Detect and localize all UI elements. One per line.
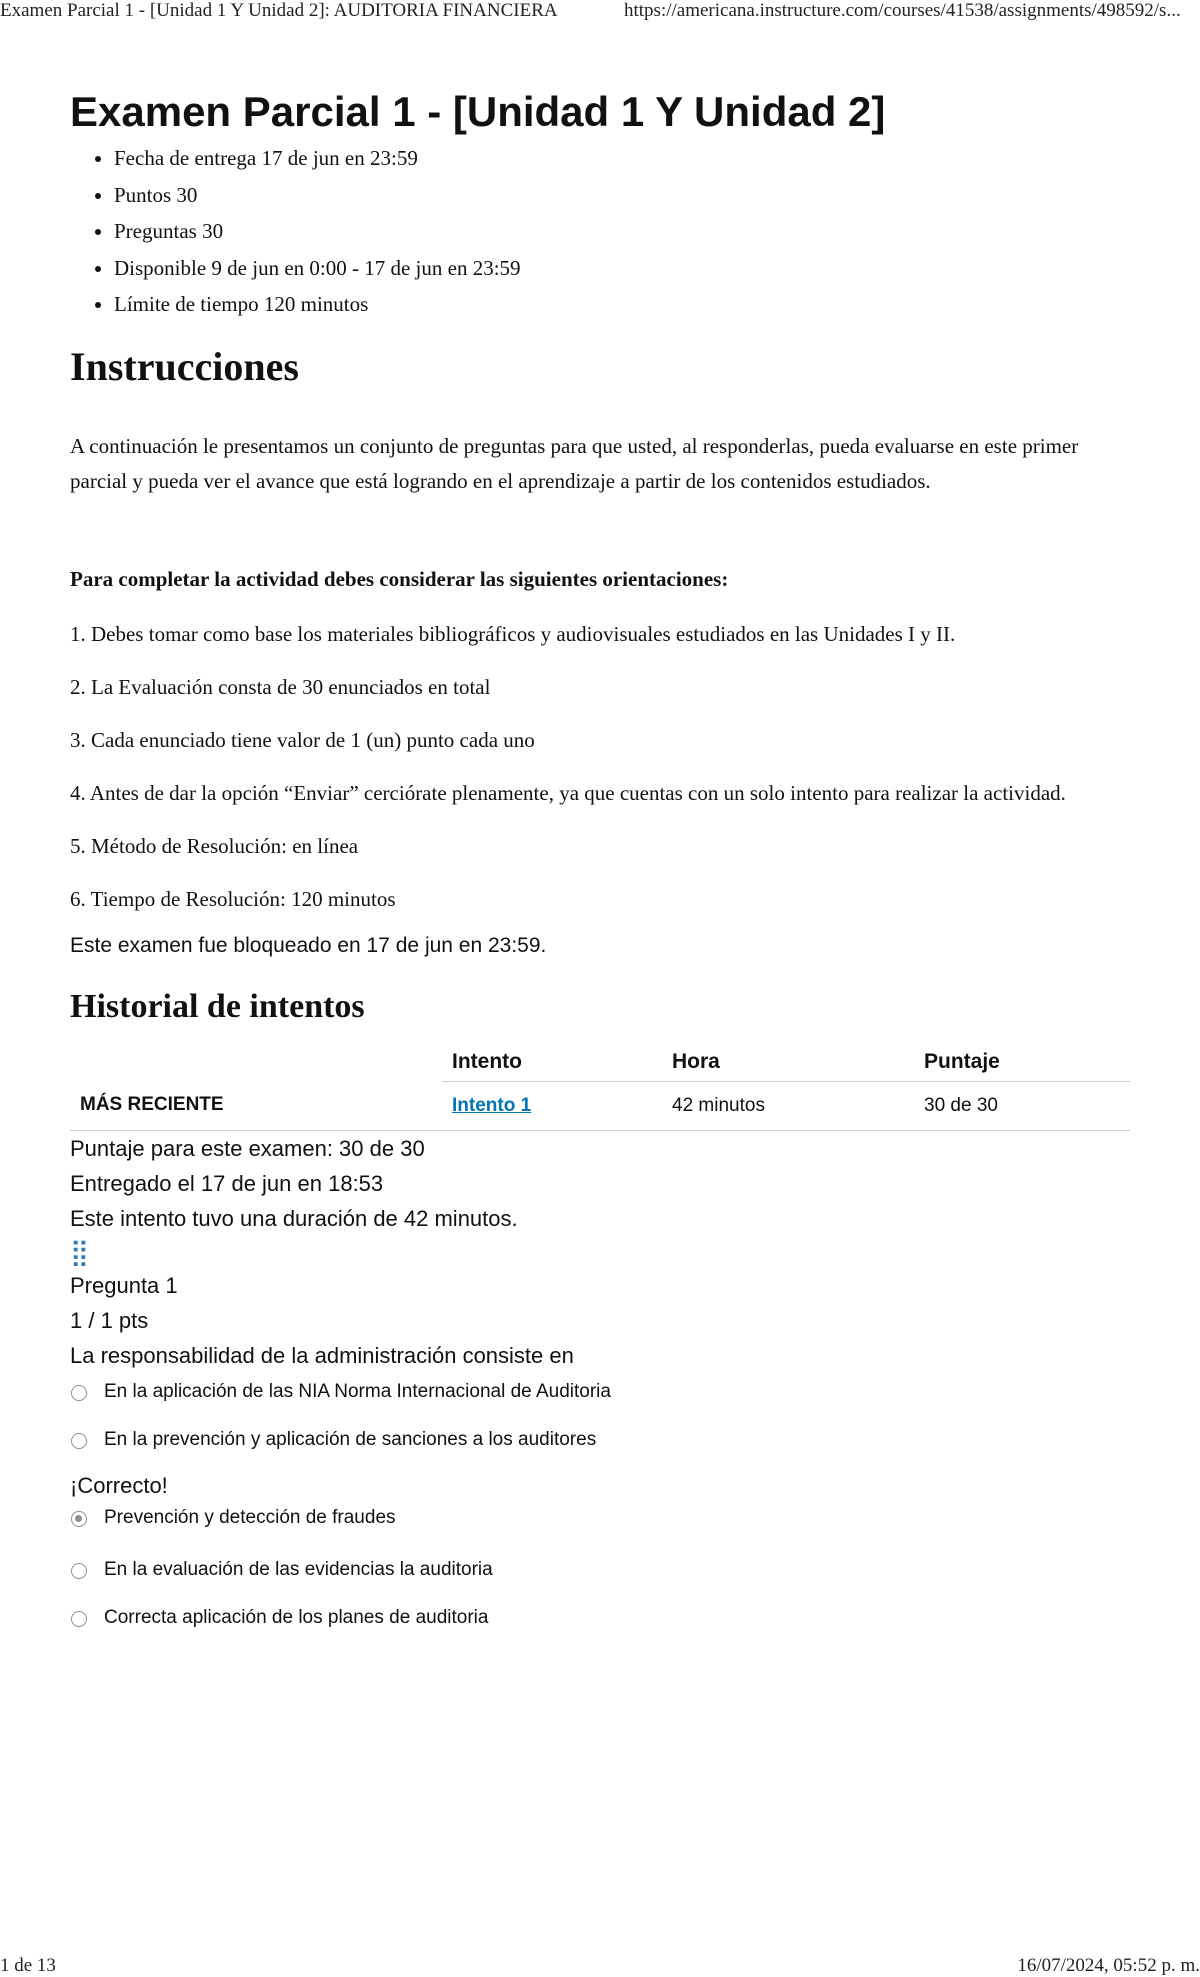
answer-label: En la evaluación de las evidencias la auditoria [104,1558,493,1580]
radio-checked-icon[interactable] [71,1511,87,1527]
question-points: 1 / 1 pts [70,1307,149,1333]
answer-label: Correcta aplicación de los planes de auditoria [104,1606,489,1628]
table-row [70,1081,1130,1130]
orientation-item: 2. La Evaluación consta de 30 enunciados en total [70,674,491,699]
orientation-item: 1. Debes tomar como base los materiales bibliográficos y audiovisuales estudiados en las Unidades I y II. [70,621,956,646]
attempts-header-time: Hora [662,1043,914,1082]
detail-questions: • Preguntas 30 [114,213,1130,250]
radio-unchecked-icon[interactable] [71,1385,87,1401]
answer-option[interactable] [70,1421,1130,1469]
orientation-item: 6. Tiempo de Resolución: 120 minutos [70,886,396,911]
submitted-summary: Entregado el 17 de jun en 18:53 [70,1170,384,1196]
orientation-item: 4. Antes de dar la opción “Enviar” cerciórate plenamente, ya que cuentas con un solo intento para realizar la actividad. [70,780,1066,805]
instructions-heading: Instrucciones [70,343,299,389]
orientation-item: 5. Método de Resolución: en línea [70,833,359,858]
instructions-intro: A continuación le presentamos un conjunto de preguntas para que usted, al responderlas, pueda evaluarse en este primer parcial y pueda ver el avance que está logrando en el aprendizaje a partir de los contenidos estudiados. [70,433,1079,493]
answer-label: Prevención y detección de fraudes [104,1506,396,1528]
print-header-url: https://americana.instructure.com/courses/41538/assignments/498592/s... [624,0,1181,21]
orientations-heading: Para completar la actividad debes considerar las siguientes orientaciones: [70,566,729,591]
correct-label: ¡Correcto! [70,1472,168,1498]
attempt-recent-label: MÁS RECIENTE [70,1081,442,1130]
print-footer [0,1955,1200,1975]
detail-due-date: • Fecha de entrega 17 de jun en 23:59 [114,140,1130,177]
attempt-score: 30 de 30 [914,1081,1130,1130]
attempts-table [70,1043,1130,1131]
attempts-header-blank [70,1043,442,1082]
attempts-header-score: Puntaje [914,1043,1130,1082]
history-heading: Historial de intentos [70,987,365,1025]
question-text: La responsabilidad de la administración consiste en [70,1342,574,1368]
attempt-time: 42 minutos [662,1081,914,1130]
main-content [70,84,1130,1647]
attempt-link[interactable]: Intento 1 [452,1094,532,1116]
answer-option[interactable] [70,1373,1130,1421]
radio-unchecked-icon[interactable] [71,1563,87,1579]
question-title: Pregunta 1 [70,1272,178,1298]
answer-option-selected[interactable] [70,1503,1130,1551]
answer-label: En la aplicación de las NIA Norma Internacional de Auditoria [104,1380,611,1402]
print-header-title: Examen Parcial 1 - [Unidad 1 Y Unidad 2]: AUDITORIA FINANCIERA [0,0,558,21]
answer-label: En la prevención y aplicación de sanciones a los auditores [104,1428,597,1450]
drag-handle-icon[interactable]: ⣿ [70,1237,90,1267]
page-number: 1 de 13 [0,1955,56,1976]
exam-details-list [70,140,1130,323]
radio-unchecked-icon[interactable] [71,1611,87,1627]
print-datetime: 16/07/2024, 05:52 p. m. [1017,1955,1200,1976]
locked-notice: Este examen fue bloqueado en 17 de jun en 23:59. [70,933,547,957]
attempts-header-attempt: Intento [442,1043,662,1082]
radio-unchecked-icon[interactable] [71,1433,87,1449]
attempts-header-row [70,1043,1130,1082]
exam-title: Examen Parcial 1 - [Unidad 1 Y Unidad 2] [70,88,886,135]
answer-option[interactable] [70,1599,1130,1647]
score-summary: Puntaje para este examen: 30 de 30 [70,1135,425,1161]
duration-summary: Este intento tuvo una duración de 42 minutos. [70,1205,518,1231]
attempt-cell [442,1081,662,1130]
orientation-item: 3. Cada enunciado tiene valor de 1 (un) punto cada uno [70,727,535,752]
detail-time-limit: • Límite de tiempo 120 minutos [114,286,1130,323]
detail-available: • Disponible 9 de jun en 0:00 - 17 de jun en 23:59 [114,250,1130,287]
print-header [0,0,1200,24]
detail-points: • Puntos 30 [114,177,1130,214]
answer-option[interactable] [70,1551,1130,1599]
